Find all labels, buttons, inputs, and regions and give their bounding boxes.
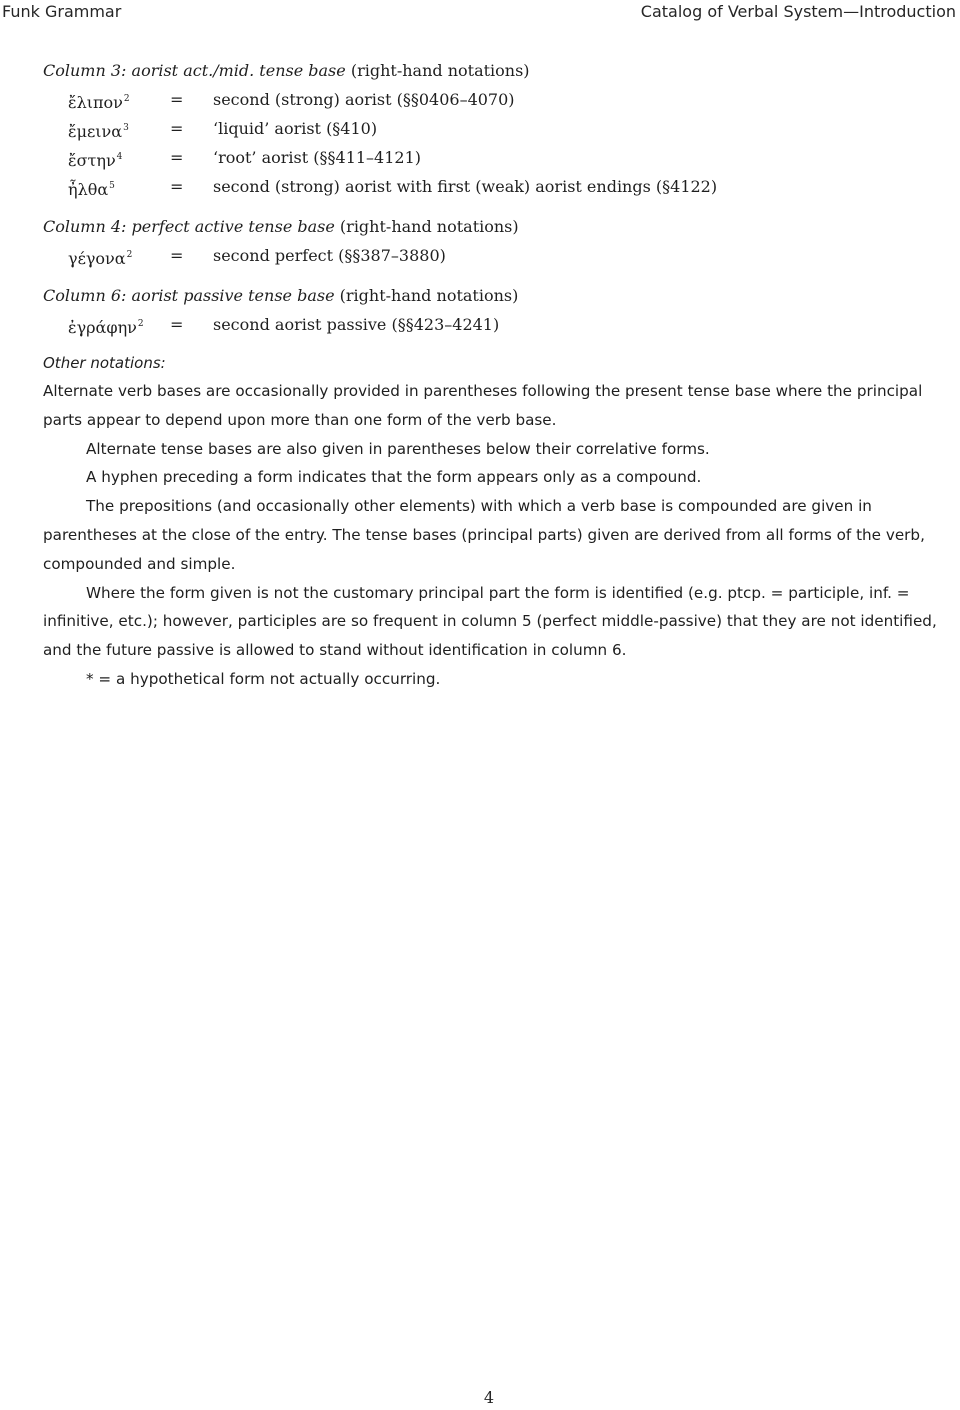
section-term: aorist act./mid. tense base bbox=[131, 61, 346, 80]
other-notations-section bbox=[43, 349, 938, 694]
superscript-number: 5 bbox=[109, 181, 115, 191]
greek-form: ἔλιπον$^2$ bbox=[68, 93, 130, 112]
equals-sign: = bbox=[170, 90, 184, 109]
column-4-section bbox=[43, 213, 938, 270]
notation-meaning: ‘root’ aorist (§§411–4121) bbox=[213, 148, 422, 167]
notation-entry bbox=[43, 85, 938, 114]
section-note: (right-hand notations) bbox=[339, 217, 519, 236]
section-label: Column 3: bbox=[43, 61, 127, 80]
notation-meaning: ‘liquid’ aorist (§410) bbox=[213, 119, 378, 138]
section-term: perfect active tense base bbox=[131, 217, 335, 236]
notation-entry bbox=[43, 241, 938, 270]
section-label: Column 6: bbox=[43, 286, 127, 305]
greek-form: ἔστην$^4$ bbox=[68, 151, 123, 170]
notation-paragraph: Alternate verb bases are occasionally provided in parentheses following the present tense base where the principal parts appear to depend upon more than one form of the verb base. bbox=[43, 382, 923, 429]
notation-entry bbox=[43, 143, 938, 172]
notation-paragraph: * = a hypothetical form not actually occurring. bbox=[86, 669, 441, 688]
notation-meaning: second (strong) aorist (§§0406–4070) bbox=[213, 90, 515, 109]
section-heading bbox=[43, 57, 938, 85]
notation-meaning: second perfect (§§387–3880) bbox=[213, 246, 446, 265]
column-3-section bbox=[43, 57, 938, 201]
notation-meaning: second (strong) aorist with first (weak) aorist endings (§4122) bbox=[213, 177, 718, 196]
notation-entry bbox=[43, 114, 938, 143]
section-note: (right-hand notations) bbox=[350, 61, 530, 80]
running-header-section: Catalog of Verbal System—Introduction bbox=[640, 2, 956, 21]
superscript-number: 2 bbox=[126, 250, 133, 260]
equals-sign: = bbox=[170, 315, 184, 334]
other-notations-heading: Other notations: bbox=[43, 354, 166, 372]
notation-entry bbox=[43, 310, 938, 339]
superscript-number: 2 bbox=[123, 94, 130, 104]
section-heading bbox=[43, 213, 938, 241]
notation-paragraph: A hyphen preceding a form indicates that the form appears only as a compound. bbox=[86, 468, 702, 487]
notation-paragraph: Alternate tense bases are also given in parentheses below their correlative forms. bbox=[86, 439, 710, 458]
section-term: aorist passive tense base bbox=[131, 286, 335, 305]
running-header-title: Funk Grammar bbox=[2, 2, 122, 21]
section-label: Column 4: bbox=[43, 217, 127, 236]
greek-form: ἦλθα$^5$ bbox=[68, 180, 115, 199]
notation-paragraph: Where the form given is not the customary principal part the form is identified (e.g. ptcp. = participle, inf. = infinitive, etc.); however, participles are so frequent in column 5 (perfect middle-passive) that they are not identified, and the future passive is allowed to stand without identification in column 6. bbox=[43, 583, 937, 660]
section-note: (right-hand notations) bbox=[339, 286, 519, 305]
equals-sign: = bbox=[170, 246, 184, 265]
page-body bbox=[43, 57, 938, 694]
equals-sign: = bbox=[170, 177, 184, 196]
greek-form: ἐγράφην$^2$ bbox=[68, 318, 144, 337]
column-6-section bbox=[43, 282, 938, 339]
equals-sign: = bbox=[170, 148, 184, 167]
notation-entry bbox=[43, 172, 938, 201]
section-heading bbox=[43, 282, 938, 310]
notation-meaning: second aorist passive (§§423–4241) bbox=[213, 315, 500, 334]
superscript-number: 2 bbox=[137, 319, 144, 329]
notation-paragraph: The prepositions (and occasionally other elements) with which a verb base is compounded are given in parentheses at the close of the entry. The tense bases (principal parts) given are derived from all forms of the verb, compounded and simple. bbox=[43, 497, 925, 573]
equals-sign: = bbox=[170, 119, 184, 138]
greek-form: γέγονα$^2$ bbox=[68, 249, 133, 268]
page-number: 4 bbox=[483, 1388, 495, 1407]
superscript-number: 3 bbox=[123, 123, 129, 133]
greek-form: ἔμεινα$^3$ bbox=[68, 122, 129, 141]
superscript-number: 4 bbox=[116, 152, 123, 162]
